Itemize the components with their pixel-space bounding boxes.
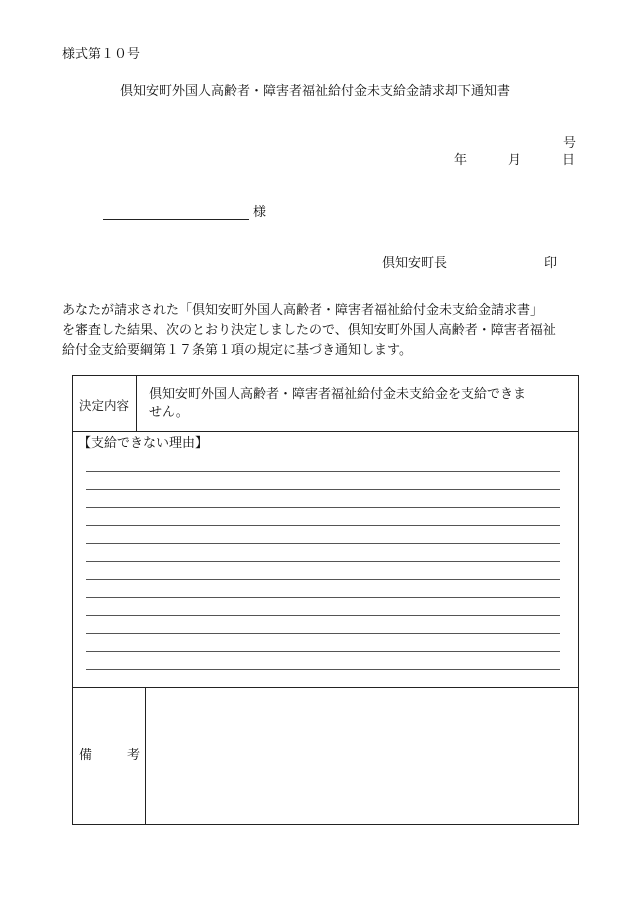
decision-label-cell <box>73 376 137 431</box>
reason-section <box>73 431 578 688</box>
reason-write-line <box>86 489 560 490</box>
reason-write-line <box>86 507 560 508</box>
decision-content-line: 倶知安町外国人高齢者・障害者福祉給付金未支給金を支給できま <box>149 387 527 402</box>
date-day-label: 日 <box>562 153 576 168</box>
notice-body-line: 給付金支給要綱第１７条第１項の規定に基づき通知します。 <box>62 343 412 358</box>
reason-write-line <box>86 579 560 580</box>
issuer-name: 倶知安町長 <box>382 256 448 271</box>
remarks-label <box>79 748 139 764</box>
reason-write-line <box>86 471 560 472</box>
date-line <box>454 153 574 169</box>
addressee-honorific: 様 <box>253 205 267 220</box>
issuer-line <box>382 256 562 272</box>
reason-write-line <box>86 543 560 544</box>
addressee-line <box>103 205 267 223</box>
remarks-label-cell <box>73 687 146 824</box>
reason-write-line <box>86 633 560 634</box>
remarks-label-char: 備 <box>79 748 93 763</box>
reason-write-line <box>86 651 560 652</box>
decision-label: 決定内容 <box>79 398 130 413</box>
remarks-row <box>73 687 578 824</box>
date-year-label: 年 <box>454 153 468 168</box>
decision-table <box>72 375 579 825</box>
reason-write-line <box>86 597 560 598</box>
form-number: 様式第１０号 <box>62 47 141 62</box>
reason-write-line <box>86 669 560 670</box>
date-month-label: 月 <box>508 153 522 168</box>
reason-heading: 【支給できない理由】 <box>78 436 209 451</box>
addressee-name-blank <box>103 219 249 220</box>
remarks-label-char: 考 <box>127 748 141 763</box>
document-title: 倶知安町外国人高齢者・障害者福祉給付金未支給金請求却下通知書 <box>120 84 511 99</box>
notice-body-line: を審査した結果、次のとおり決定しましたので、倶知安町外国人高齢者・障害者福祉 <box>62 323 556 338</box>
reason-write-line <box>86 615 560 616</box>
notice-body <box>62 301 587 361</box>
seal-mark: 印 <box>544 256 558 271</box>
document-number-label: 号 <box>563 136 577 151</box>
decision-content-line: せん。 <box>149 405 189 420</box>
reason-write-line <box>86 561 560 562</box>
reason-write-line <box>86 525 560 526</box>
decision-content <box>149 386 564 422</box>
notice-body-line: あなたが請求された「倶知安町外国人高齢者・障害者福祉給付金未支給金請求書」 <box>62 303 544 318</box>
decision-row <box>73 376 578 432</box>
